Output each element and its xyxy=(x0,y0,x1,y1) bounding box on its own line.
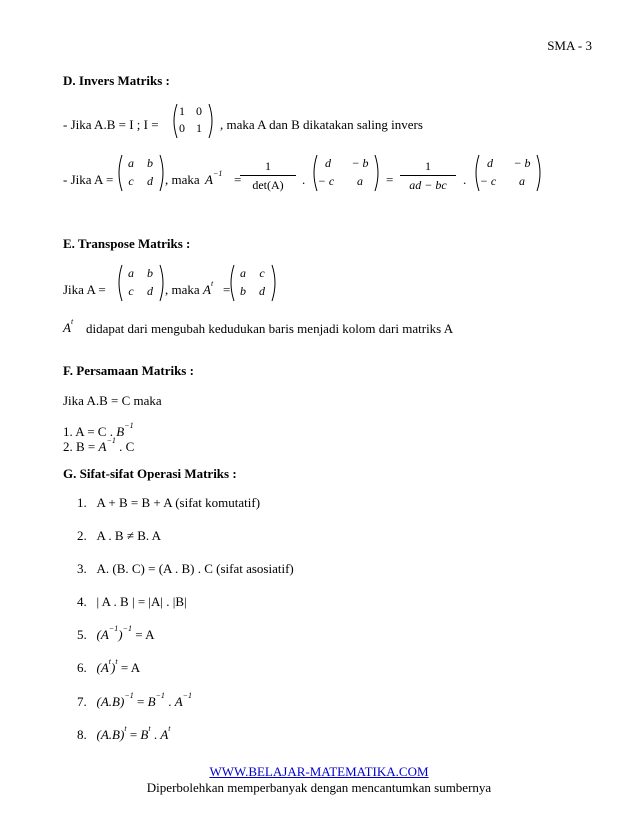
footer-note: Diperbolehkan memperbanyak dengan mencantumkan sumbernya xyxy=(146,780,492,795)
transpose-a-cell: c xyxy=(128,284,134,298)
section-title-invers: D. Invers Matriks : xyxy=(63,73,170,88)
invers-line1-suffix: , maka A dan B dikatakan saling invers xyxy=(220,117,423,132)
transpose-result-cell: c xyxy=(259,266,265,280)
adj-cell: a xyxy=(357,174,363,188)
matrix-a-cell: b xyxy=(147,156,153,170)
matrix-a-cell: c xyxy=(128,174,134,188)
adj-cell: a xyxy=(519,174,525,188)
section-title-sifat: G. Sifat-sifat Operasi Matriks : xyxy=(63,466,237,481)
invers-maka: , maka xyxy=(165,172,200,187)
sifat-item: 5. $(A^{-1})^{-1} = A$ xyxy=(77,624,155,642)
transpose-result-cell: b xyxy=(240,284,246,298)
adj-cell: d xyxy=(325,156,331,170)
eq-sign: = xyxy=(223,282,231,297)
adj-cell: d xyxy=(487,156,493,170)
a-transpose-symbol: $A^t$ xyxy=(63,317,74,335)
dot: . xyxy=(463,172,467,187)
transpose-note: didapat dari mengubah kedudukan baris menjadi kolom dari matriks A xyxy=(86,321,454,336)
dot: . xyxy=(302,172,306,187)
eq-sign: = xyxy=(386,172,394,187)
identity-cell: 1 xyxy=(179,104,185,118)
footer-link-wrap xyxy=(0,764,638,780)
fraction-denominator: ad − bc xyxy=(409,178,447,192)
transpose-a-cell: d xyxy=(147,284,153,298)
adj-cell: − c xyxy=(317,174,335,188)
sifat-item: 6. $(A^t)^t = A$ xyxy=(77,657,141,675)
identity-cell: 1 xyxy=(196,121,202,135)
transpose-a-cell: a xyxy=(128,266,134,280)
fraction-denominator: det(A) xyxy=(252,178,284,192)
invers-line2-prefix: - Jika A = xyxy=(63,172,114,187)
page-label: SMA - 3 xyxy=(547,38,592,53)
adj-cell: − b xyxy=(351,156,369,170)
a-transpose-symbol: $A^t$ xyxy=(203,279,214,297)
sifat-item: 2. A . B ≠ B. A xyxy=(77,528,162,543)
fraction-1-over-det xyxy=(240,159,296,193)
persamaan-item-1: 1. A = C . $B^{-1}$ xyxy=(63,421,134,439)
sifat-item: 1. A + B = B + A (sifat komutatif) xyxy=(77,495,261,510)
sifat-item: 7. $(A.B)^{-1} = B^{-1}$ . $A^{-1}$ xyxy=(77,691,193,709)
persamaan-item-2: 2. $B = A^{-1}$ . C xyxy=(63,436,135,454)
identity-cell: 0 xyxy=(179,121,185,135)
eq-sign: = xyxy=(234,172,242,187)
transpose-line-prefix: Jika A = xyxy=(63,282,106,297)
fraction-1-over-ad-bc xyxy=(400,159,456,193)
sifat-item: 8. $(A.B)^t = B^t$ . $A^t$ xyxy=(77,724,171,742)
a-inverse-symbol: $A^{-1}$ xyxy=(205,169,223,187)
sifat-item: 4. | A . B | = |A| . |B| xyxy=(77,594,187,609)
matrix-a-cell: a xyxy=(128,156,134,170)
footer-link[interactable]: WWW.BELAJAR-MATEMATIKA.COM xyxy=(209,764,429,779)
adj-cell: − b xyxy=(513,156,531,170)
section-title-persamaan: F. Persamaan Matriks : xyxy=(63,363,194,378)
identity-cell: 0 xyxy=(196,104,202,118)
section-title-transpose: E. Transpose Matriks : xyxy=(63,236,191,251)
persamaan-line: Jika A.B = C maka xyxy=(63,393,162,408)
sifat-item: 3. A. (B. C) = (A . B) . C (sifat asosiatif) xyxy=(77,561,294,576)
transpose-maka: , maka xyxy=(165,282,200,297)
invers-line1-prefix: - Jika A.B = I ; I = xyxy=(63,117,159,132)
transpose-a-cell: b xyxy=(147,266,153,280)
matrix-a-cell: d xyxy=(147,174,153,188)
fraction-numerator: 1 xyxy=(425,159,431,173)
fraction-numerator: 1 xyxy=(265,159,271,173)
adj-cell: − c xyxy=(479,174,497,188)
transpose-result-cell: d xyxy=(259,284,265,298)
transpose-result-cell: a xyxy=(240,266,246,280)
